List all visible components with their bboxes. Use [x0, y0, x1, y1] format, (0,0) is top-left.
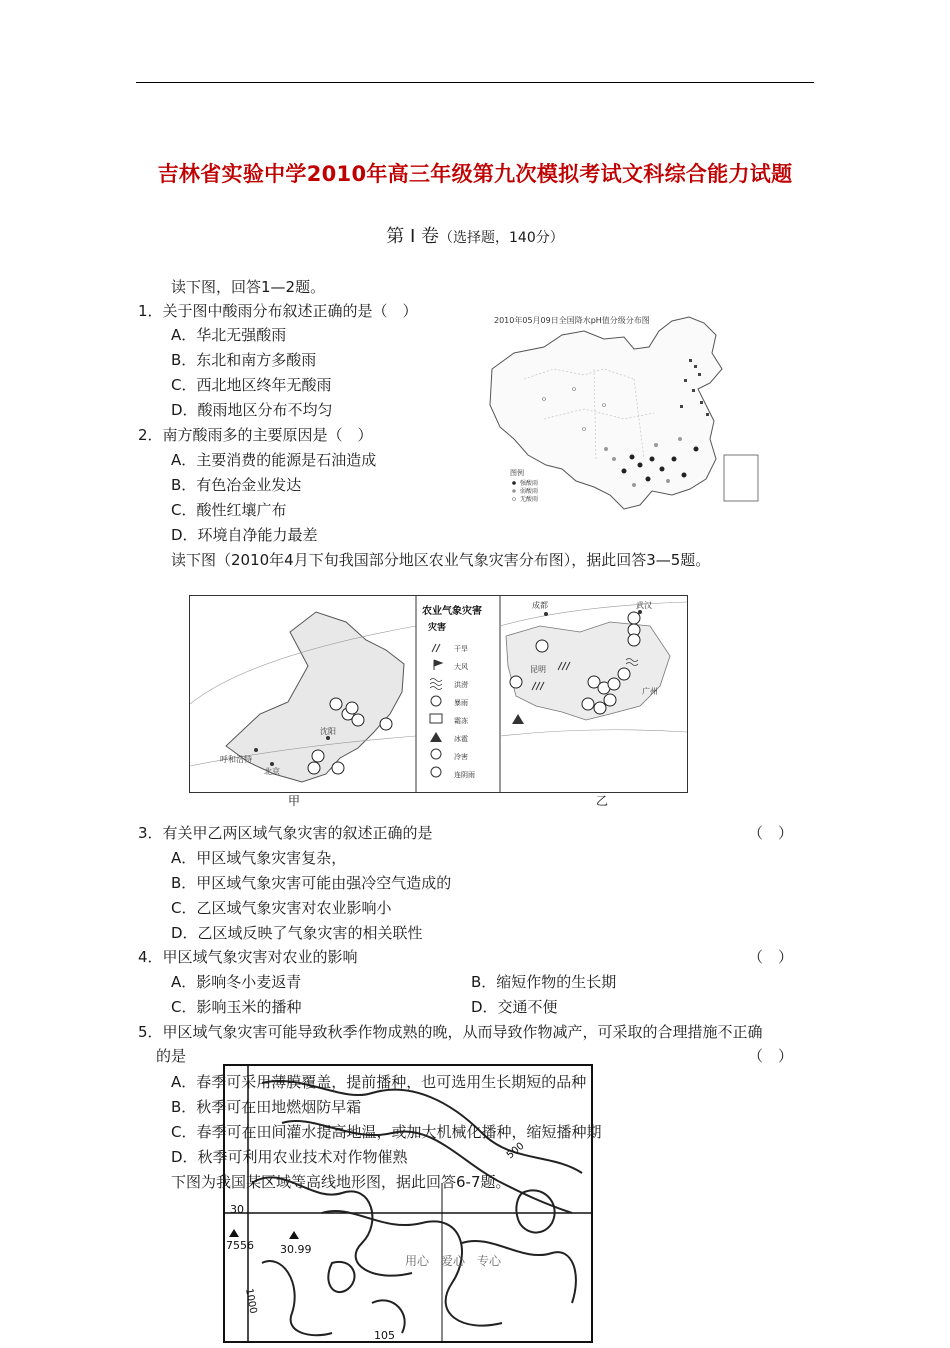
- q2-option-c: C．酸性红壤广布: [171, 501, 287, 519]
- city-shenyang: 沈阳: [320, 727, 336, 736]
- contour-label-1000: 1000: [243, 1287, 259, 1315]
- legend-frost: 霜冻: [454, 717, 468, 725]
- city-hohhot: 呼和浩特: [220, 755, 252, 764]
- map1-legend-none: 无酸雨: [520, 496, 539, 503]
- legend-rainstorm: 暴雨: [454, 699, 468, 707]
- legend-sub: 灾害: [428, 623, 447, 633]
- label-jia: 甲: [288, 794, 301, 808]
- q4-stem: 4．甲区域气象灾害对农业的影响: [138, 948, 358, 966]
- contour-label-peak-1: 7556: [226, 1239, 254, 1252]
- q3-option-d: D．乙区域反映了气象灾害的相关联性: [171, 924, 423, 942]
- q5-option-d: D．秋季可利用农业技术对作物催熟: [171, 1148, 408, 1166]
- contour-label-peak-2: 30.99: [280, 1243, 312, 1256]
- city-kunming: 昆明: [530, 665, 546, 674]
- top-rule: [136, 82, 814, 83]
- q1-option-c: C．西北地区终年无酸雨: [171, 376, 332, 394]
- q1-option-b: B．东北和南方多酸雨: [171, 351, 317, 369]
- legend-cold: 冷害: [454, 753, 468, 761]
- q1-stem: 1．关于图中酸雨分布叙述正确的是（ ）: [138, 302, 418, 320]
- q2-stem: 2．南方酸雨多的主要原因是（ ）: [138, 426, 373, 444]
- map1-legend-weak: 弱酸雨: [520, 488, 539, 495]
- city-beijing: 北京: [264, 767, 280, 776]
- contour-label-105: 105: [374, 1329, 395, 1342]
- section-sub: （选择题，140分）: [439, 230, 564, 246]
- q3-stem: 3．有关甲乙两区域气象灾害的叙述正确的是: [138, 824, 433, 842]
- intro-1: 读下图，回答1—2题。: [171, 278, 326, 296]
- q5-option-c: C．春季可在田间灌水提高地温，或加大机械化播种，缩短播种期: [171, 1123, 602, 1141]
- intro-3: 下图为我国某区域等高线地形图，据此回答6-7题。: [171, 1173, 511, 1191]
- map1-legend-strong: 强酸雨: [520, 480, 539, 487]
- section-label: 第 I 卷: [386, 226, 440, 247]
- legend-flood: 洪涝: [454, 681, 468, 689]
- legend-title: 农业气象灾害: [422, 606, 482, 617]
- q5-option-b: B．秋季可在田地燃烟防早霜: [171, 1098, 362, 1116]
- q2-option-a: A．主要消费的能源是石油造成: [171, 451, 377, 469]
- contour-label-30: 30: [230, 1203, 244, 1216]
- q5-stem: 5．甲区域气象灾害可能导致秋季作物成熟的晚，从而导致作物减产，可采取的合理措施不正确: [138, 1023, 763, 1041]
- q2-option-b: B．有色冶金业发达: [171, 476, 302, 494]
- q3-option-b: B．甲区域气象灾害可能由强冷空气造成的: [171, 874, 452, 892]
- q4-answer-blank: （ ）: [748, 948, 794, 966]
- q5-option-a: A．春季可采用薄膜覆盖，提前播种，也可选用生长期短的品种: [171, 1073, 587, 1091]
- q2-option-d: D．环境自净能力最差: [171, 526, 318, 544]
- contour-label-500: 500: [504, 1140, 527, 1162]
- page-title: 吉林省实验中学2010年高三年级第九次模拟考试文科综合能力试题: [157, 162, 793, 186]
- q4-option-b: B．缩短作物的生长期: [471, 973, 617, 991]
- legend-wind: 大风: [454, 663, 468, 671]
- legend-drought: 干旱: [454, 645, 468, 653]
- label-yi: 乙: [596, 794, 609, 808]
- q5-stem-cont: 的是: [156, 1047, 187, 1065]
- weather-disaster-map: [189, 595, 688, 793]
- legend-hail: 冰雹: [454, 735, 468, 743]
- q1-option-d: D．酸雨地区分布不均匀: [171, 401, 333, 419]
- intro-2: 读下图（2010年4月下旬我国部分地区农业气象灾害分布图），据此回答3—5题。: [171, 551, 711, 569]
- map1-legend-title: 图例: [510, 469, 524, 477]
- city-wuhan: 武汉: [636, 601, 652, 610]
- city-guangzhou: 广州: [642, 687, 658, 696]
- q4-option-c: C．影响玉米的播种: [171, 998, 302, 1016]
- page-footer: 用心 爱心 专心: [405, 1254, 502, 1268]
- section-heading: [0, 222, 950, 248]
- q4-option-d: D．交通不便: [471, 998, 558, 1016]
- q4-option-a: A．影响冬小麦返青: [171, 973, 302, 991]
- acid-rain-map: [484, 309, 766, 517]
- map1-title: 2010年05月09日全国降水pH值分级分布图: [494, 316, 650, 325]
- q5-answer-blank: （ ）: [748, 1047, 794, 1065]
- legend-continuous-rain: 连阴雨: [454, 771, 475, 779]
- south-sea-inset: [724, 455, 758, 501]
- q1-option-a: A．华北无强酸雨: [171, 326, 287, 344]
- city-chengdu: 成都: [532, 601, 548, 610]
- q3-option-c: C．乙区域气象灾害对农业影响小: [171, 899, 392, 917]
- q3-answer-blank: （ ）: [748, 824, 794, 842]
- q3-option-a: A．甲区域气象灾害复杂，: [171, 849, 347, 867]
